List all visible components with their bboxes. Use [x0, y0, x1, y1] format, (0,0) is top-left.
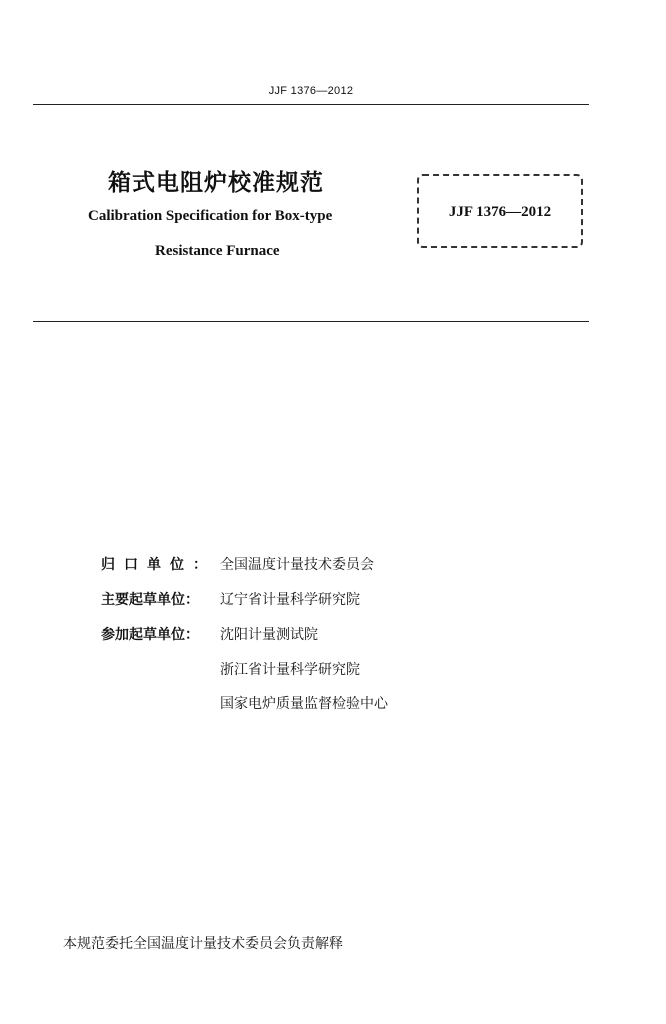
header-standard-code: JJF 1376—2012 — [268, 85, 354, 97]
participating-drafter-label: 参加起草单位： — [101, 627, 199, 643]
document-title-chinese: 箱式电阻炉校准规范 — [108, 170, 324, 196]
header-divider — [33, 104, 589, 105]
interpretation-note: 本规范委托全国温度计量技术委员会负责解释 — [63, 936, 343, 952]
main-drafter-value: 辽宁省计量科学研究院 — [220, 592, 360, 608]
participating-drafter-value-1: 沈阳计量测试院 — [220, 627, 318, 643]
main-drafter-label: 主要起草单位： — [101, 592, 199, 608]
document-title-english-line1: Calibration Specification for Box-type — [88, 208, 333, 224]
document-title-english-line2: Resistance Furnace — [155, 243, 280, 259]
participating-drafter-value-2: 浙江省计量科学研究院 — [220, 662, 360, 678]
title-divider — [33, 321, 589, 322]
participating-drafter-value-3: 国家电炉质量监督检验中心 — [220, 696, 388, 712]
standard-code-box-text: JJF 1376—2012 — [448, 204, 552, 220]
responsible-unit-value: 全国温度计量技术委员会 — [220, 557, 374, 573]
responsible-unit-label: 归口单位： — [101, 557, 216, 573]
